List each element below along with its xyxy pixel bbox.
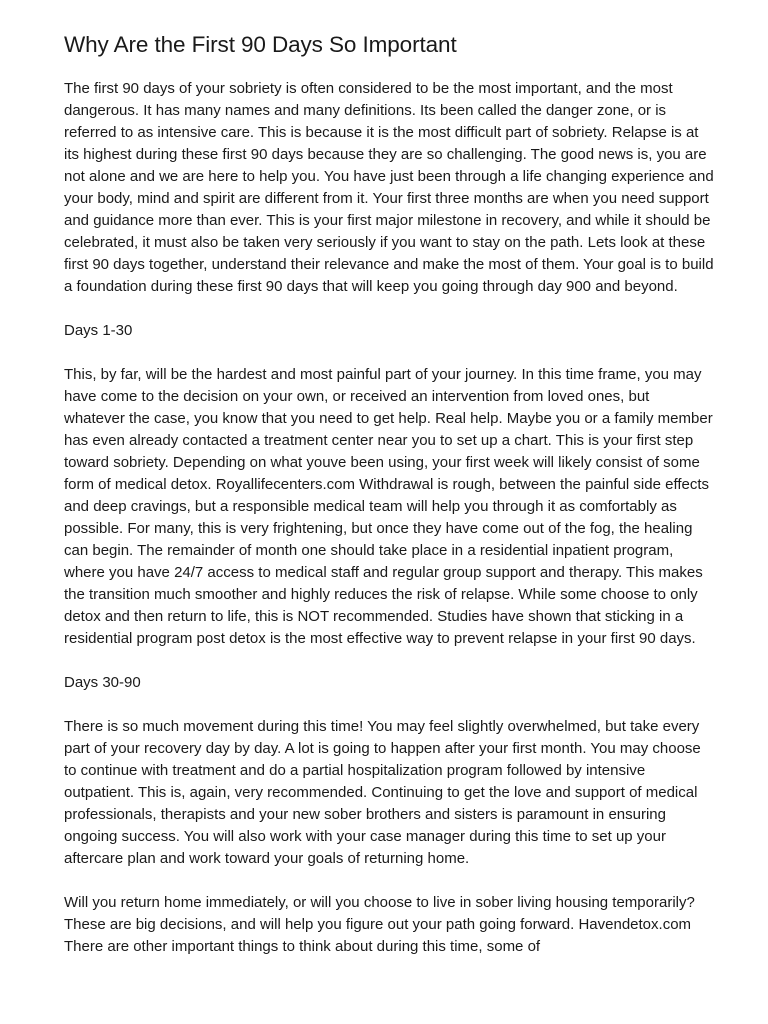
intro-paragraph: The first 90 days of your sobriety is often considered to be the most important, and the most dangerous. It has many names and many definitions. Its been called the danger zone, or is referred to as intensive care. This is because it is the most difficult part of sobriety. Relapse is at its highest during these first 90 days because they are so challenging. The good news is, you are not alone and we are here to help you. You have just been through a life changing experience and your body, mind and spirit are different from it. Your first three months are when you need support and guidance more than ever. This is your first major milestone in recovery, and while it should be celebrated, it must also be taken very seriously if you want to stay on the path. Lets look at these first 90 days together, understand their relevance and make the most of them. Your goal is to build a foundation during these first 90 days that will keep you going through day 900 and beyond. — [64, 80, 714, 295]
section-paragraph: This, by far, will be the hardest and most painful part of your journey. In this time frame, you may have come to the decision on your own, or received an intervention from loved ones, but whatever the case, you know that you need to get help. Real help. Maybe you or a family member has even already contacted a treatment center near you to set up a chart. This is your first step toward sobriety. Depending on what youve been using, your first week will likely consist of some form of medical detox. Royallifecenters.com Withdrawal is rough, between the painful side effects and deep cravings, but a responsible medical team will help you through it as comfortably as possible. For many, this is very frightening, but once they have come out of the fog, the healing can begin. The remainder of month one should take place in a residential inpatient program, where you have 24/7 access to medical staff and regular group support and therapy. This makes the transition much smoother and highly reduces the risk of relapse. While some choose to only detox and then return to life, this is NOT recommended. Studies have shown that sticking in a residential program post detox is the most effective way to prevent relapse in your first 90 days. — [64, 366, 713, 647]
section-heading-days-30-90: Days 30-90 — [64, 674, 141, 691]
document-title: Why Are the First 90 Days So Important — [64, 32, 457, 57]
section-heading-days-1-30: Days 1-30 — [64, 322, 133, 339]
section-paragraph: There is so much movement during this time! You may feel slightly overwhelmed, but take every part of your recovery day by day. A lot is going to happen after your first month. You may choose to continue with treatment and do a partial hospitalization program followed by intensive outpatient. This is, again, very recommended. Continuing to get the love and support of medical professionals, therapists and your new sober brothers and sisters is paramount in ensuring ongoing success. You will also work with your case manager during this time to set up your aftercare plan and work toward your goals of returning home. — [64, 718, 701, 867]
section-paragraph: Will you return home immediately, or will you choose to live in sober living housing temporarily? These are big decisions, and will help you figure out your path going forward. Havendetox.com There are other important things to think about during this time, some of — [64, 894, 695, 955]
document-page — [64, 30, 714, 980]
